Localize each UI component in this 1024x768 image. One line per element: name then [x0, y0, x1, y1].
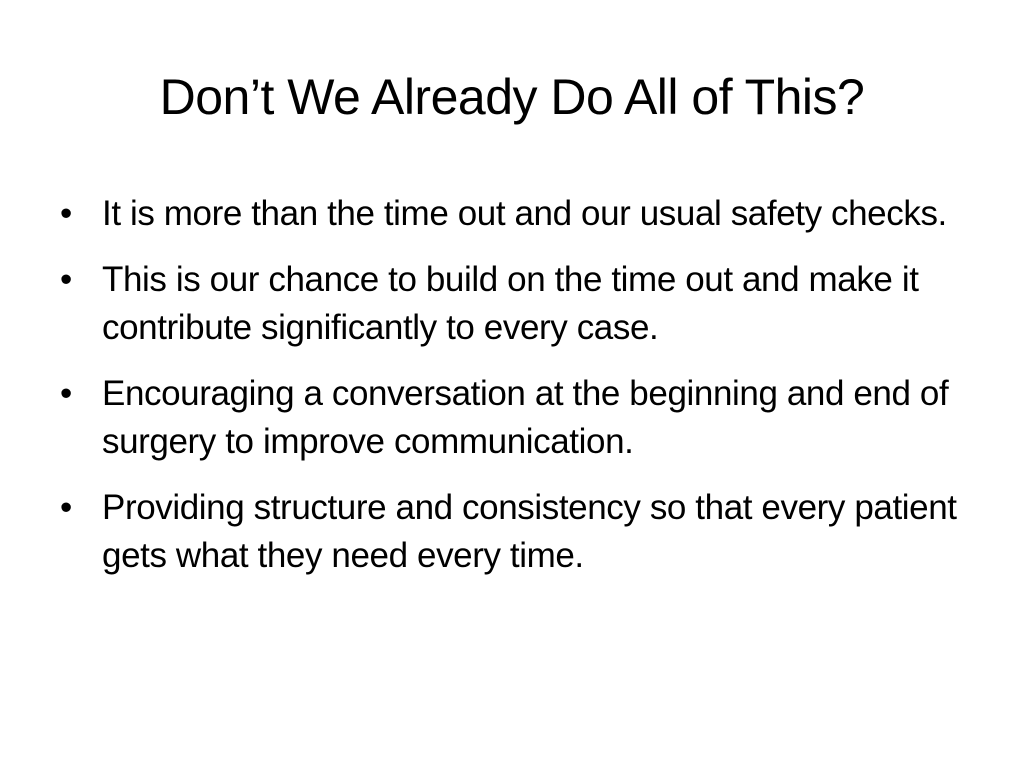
bullet-icon: •	[60, 374, 72, 413]
bullet-text: Providing structure and consistency so that every patient gets what they need every time.	[102, 488, 957, 575]
bullet-icon: •	[60, 488, 72, 527]
bullet-item	[60, 256, 980, 352]
bullet-item	[60, 190, 980, 238]
bullet-text: This is our chance to build on the time out and make it contribute significantly to every case.	[102, 260, 919, 347]
bullet-icon: •	[60, 194, 72, 233]
bullet-item	[60, 370, 980, 466]
bullet-item	[60, 484, 980, 580]
bullet-list	[60, 190, 980, 598]
bullet-icon: •	[60, 260, 72, 299]
slide-title: Don’t We Already Do All of This?	[159, 69, 865, 125]
bullet-text: Encouraging a conversation at the beginning and end of surgery to improve communication.	[102, 374, 949, 461]
bullet-text: It is more than the time out and our usual safety checks.	[102, 194, 947, 233]
